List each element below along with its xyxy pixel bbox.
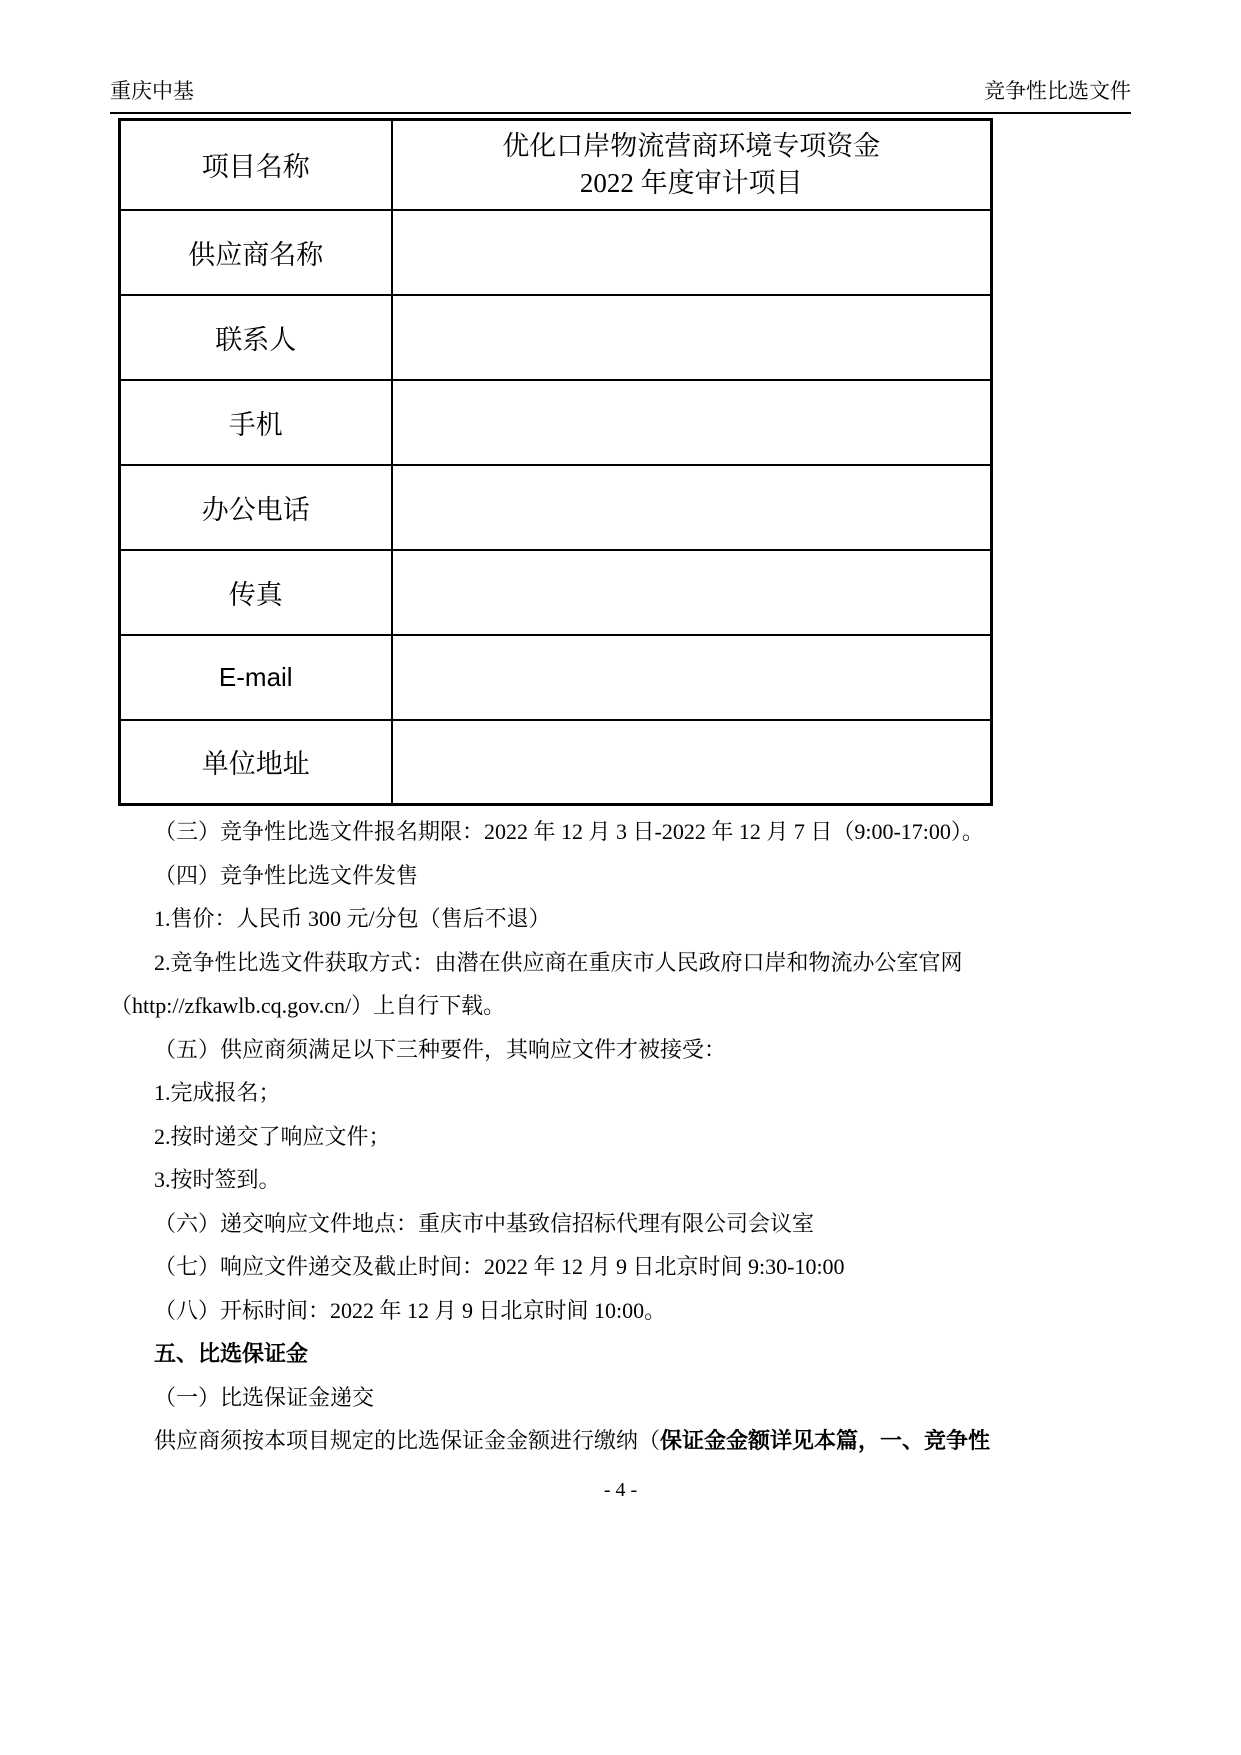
row-label-mobile: 手机	[120, 380, 392, 465]
table-row-office-phone	[120, 465, 992, 550]
row-value-email	[392, 635, 992, 720]
row-value-address	[392, 720, 992, 805]
table-row-supplier-name	[120, 210, 992, 295]
row-label-project-name: 项目名称	[120, 120, 392, 210]
deposit-payment-normal-text: 供应商须按本项目规定的比选保证金金额进行缴纳（	[154, 1428, 661, 1453]
section-heading-deposit: 五、比选保证金	[154, 1341, 309, 1366]
body-text	[110, 810, 1131, 1463]
row-label-supplier-name: 供应商名称	[120, 210, 392, 295]
project-info-table	[118, 118, 993, 806]
body-line-deposit-payment	[110, 1419, 1131, 1463]
deposit-payment-bold-text: 保证金金额详见本篇，一、竞争性	[660, 1428, 991, 1453]
row-value-project-name	[392, 120, 992, 210]
table-row-contact-person	[120, 295, 992, 380]
header-left-text: 重庆中基	[110, 79, 194, 103]
table-row-address	[120, 720, 992, 805]
body-line-obtain-method: 2.竞争性比选文件获取方式：由潜在供应商在重庆市人民政府口岸和物流办公室官网	[154, 949, 963, 975]
body-line-requirement-2: 2.按时递交了响应文件；	[154, 1123, 391, 1149]
project-name-line2: 2022 年度审计项目	[579, 167, 803, 198]
row-value-mobile	[392, 380, 992, 465]
body-line-document-sale: （四）竞争性比选文件发售	[154, 862, 419, 888]
body-line-requirement-1: 1.完成报名；	[154, 1080, 281, 1105]
table-row-fax	[120, 550, 992, 635]
body-line-opening-time: （八）开标时间：2022 年 12 月 9 日北京时间 10:00。	[154, 1297, 667, 1323]
row-value-contact-person	[392, 295, 992, 380]
body-line-submission-place: （六）递交响应文件地点：重庆市中基致信招标代理有限公司会议室	[154, 1210, 815, 1236]
row-label-fax: 传真	[120, 550, 392, 635]
row-label-contact-person: 联系人	[120, 295, 392, 380]
row-value-office-phone	[392, 465, 992, 550]
table-row-project-name	[120, 120, 992, 210]
table-row-email	[120, 635, 992, 720]
page-footer	[110, 1479, 1131, 1502]
row-label-office-phone: 办公电话	[120, 465, 392, 550]
row-label-email: E-mail	[120, 635, 392, 720]
page-number: - 4 -	[603, 1478, 638, 1501]
project-name-line1: 优化口岸物流营商环境专项资金	[502, 130, 881, 161]
row-value-fax	[392, 550, 992, 635]
body-line-requirement-3: 3.按时签到。	[154, 1167, 281, 1192]
table-row-mobile	[120, 380, 992, 465]
body-line-price: 1.售价：人民币 300 元/分包（售后不退）	[154, 906, 551, 931]
header-right-text: 竞争性比选文件	[984, 79, 1131, 103]
row-value-supplier-name	[392, 210, 992, 295]
body-line-deposit-submission: （一）比选保证金递交	[154, 1384, 375, 1410]
body-line-download-url: （http://zfkawlb.cq.gov.cn/）上自行下载。	[110, 993, 506, 1018]
row-label-address: 单位地址	[120, 720, 392, 805]
page-header	[110, 78, 1131, 114]
body-line-three-requirements: （五）供应商须满足以下三种要件，其响应文件才被接受：	[154, 1036, 727, 1062]
body-line-submission-deadline: （七）响应文件递交及截止时间：2022 年 12 月 9 日北京时间 9:30-10:00	[154, 1254, 845, 1279]
body-line-registration-period: （三）竞争性比选文件报名期限：2022 年 12 月 3 日-2022 年 12 月 7 日（9:00-17:00）。	[154, 819, 984, 844]
